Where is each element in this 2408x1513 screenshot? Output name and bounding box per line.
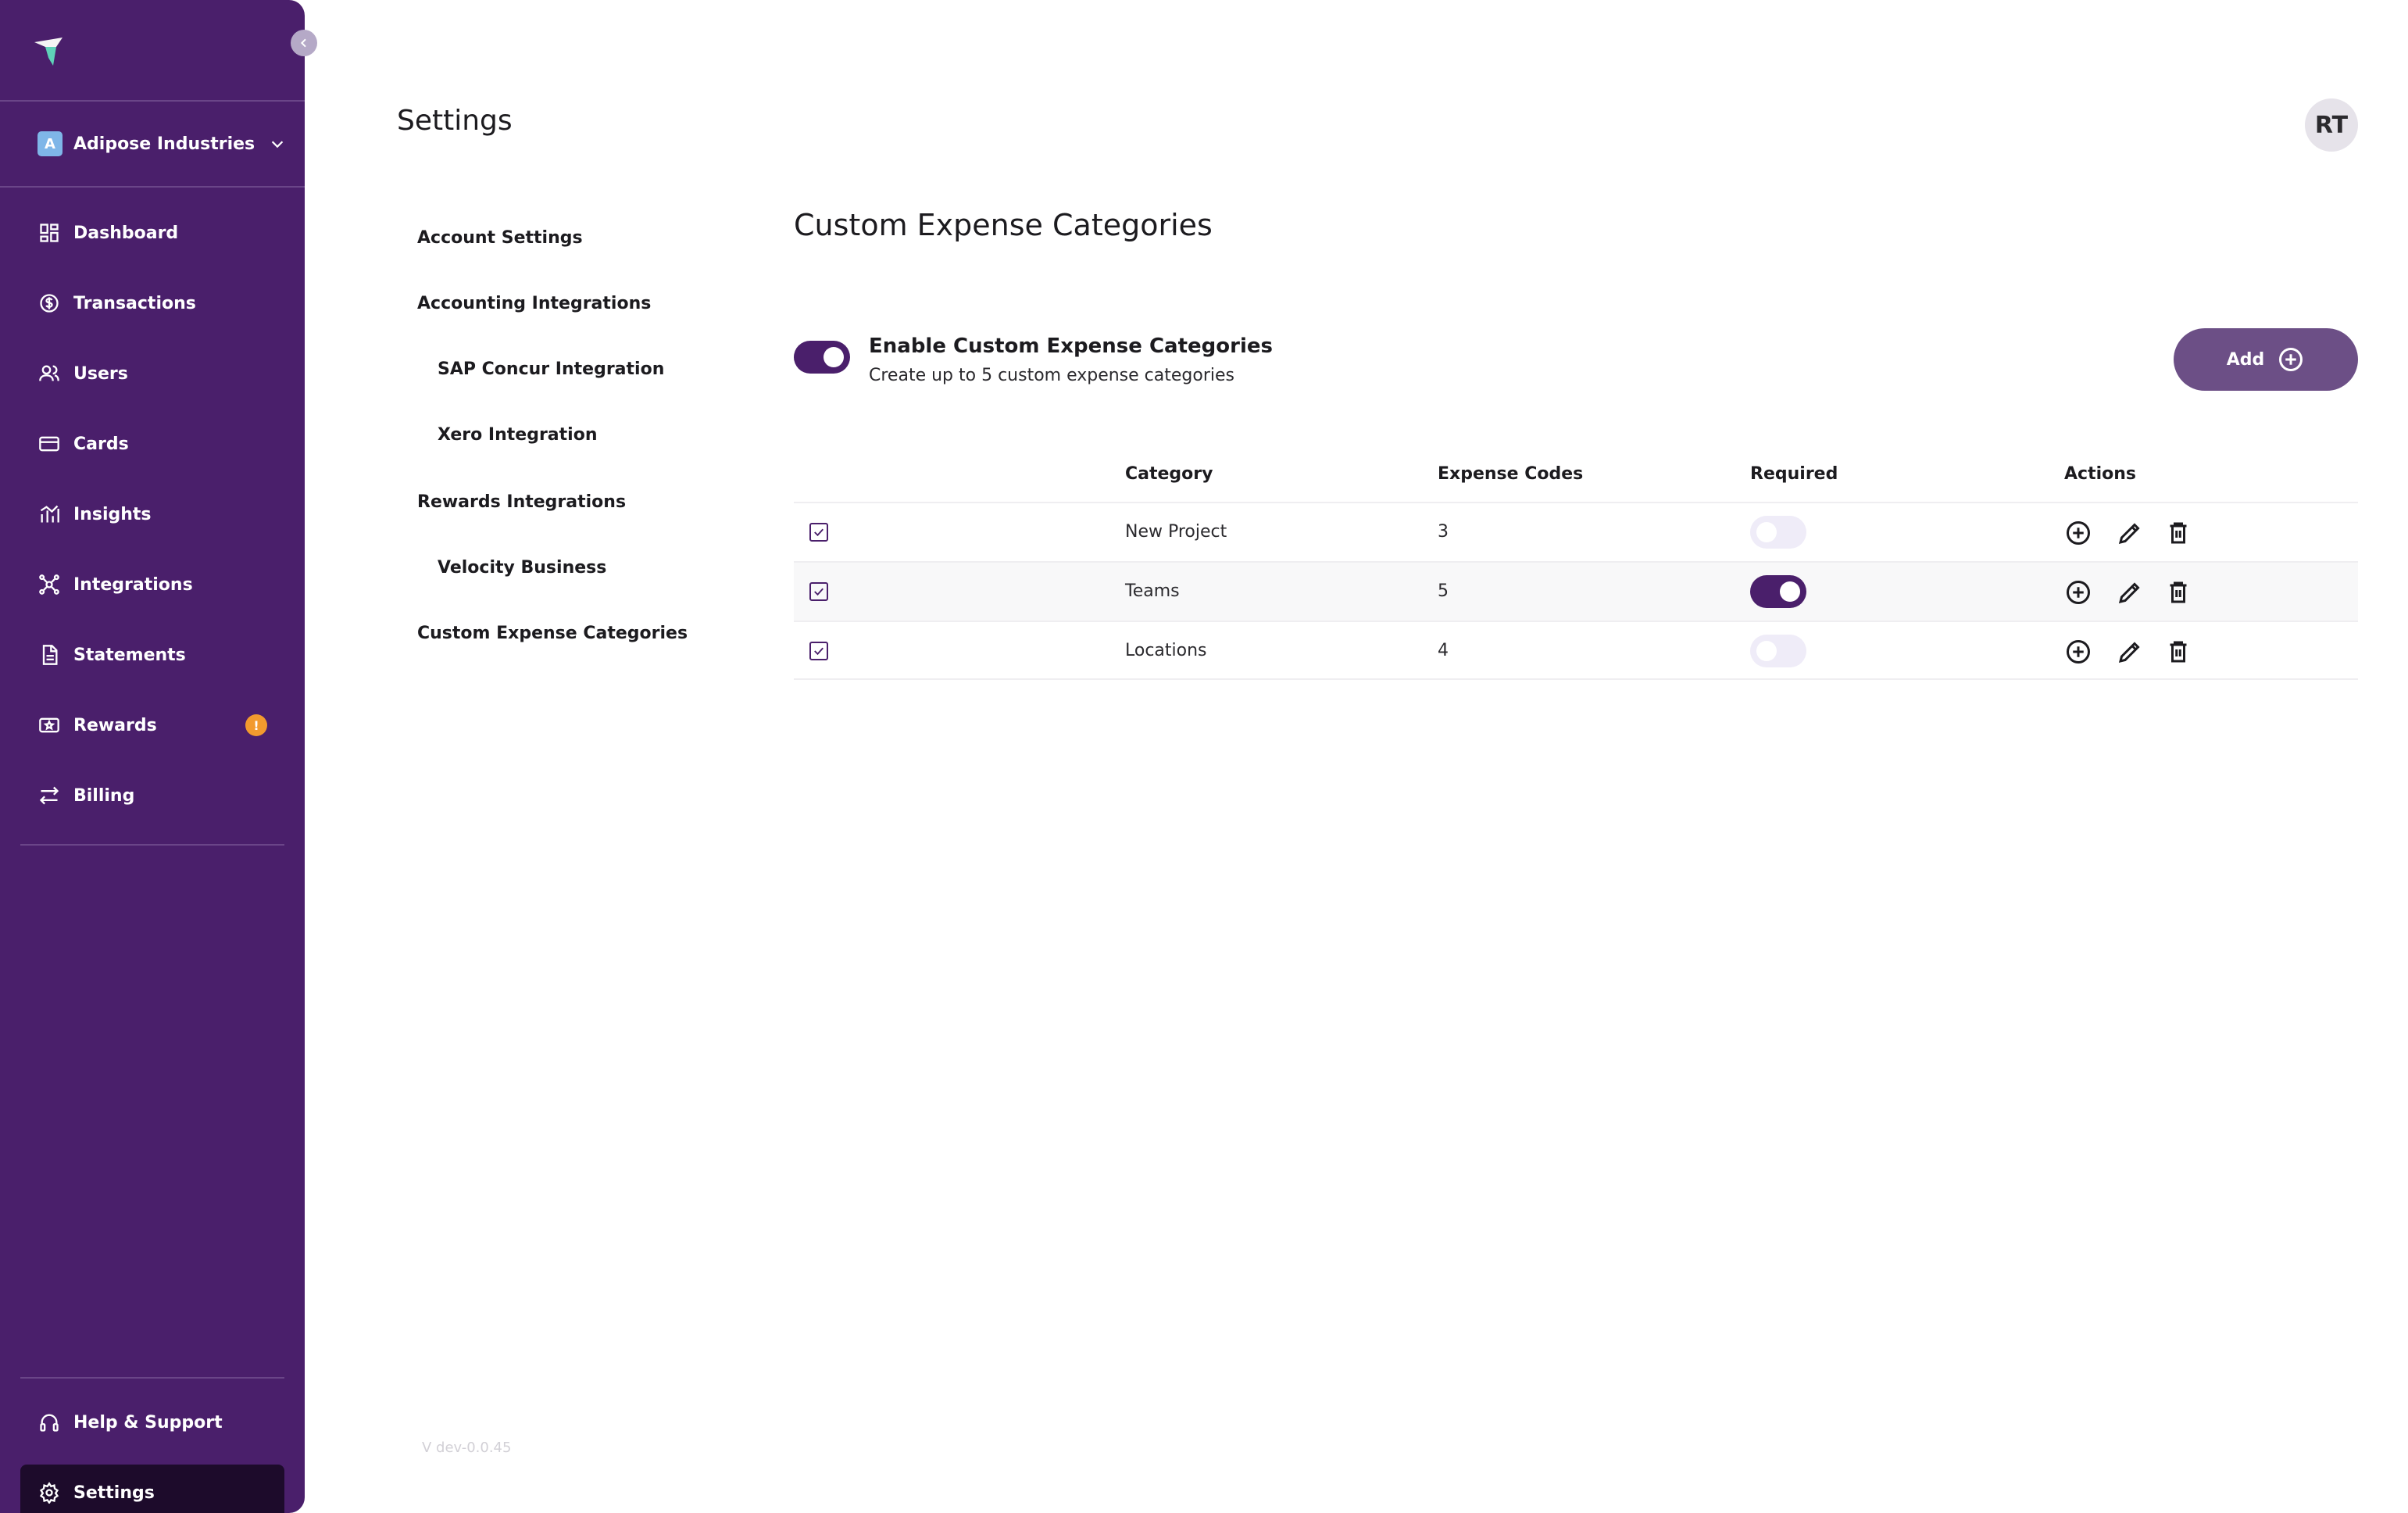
sidebar-item-label: Settings <box>73 1483 155 1503</box>
section-title: Custom Expense Categories <box>794 208 1213 242</box>
document-icon <box>38 643 61 667</box>
collapse-sidebar-button[interactable] <box>291 30 317 56</box>
table-row <box>794 502 2358 561</box>
edit-button[interactable] <box>2114 577 2145 608</box>
sidebar <box>0 0 305 1513</box>
sidebar-item-label: Integrations <box>73 574 193 595</box>
category-cell: Teams <box>1125 581 1180 601</box>
toggle-knob <box>1756 522 1777 542</box>
pencil-icon <box>2116 578 2144 606</box>
edit-button[interactable] <box>2114 636 2145 667</box>
sidebar-divider <box>20 1377 284 1379</box>
column-header-actions: Actions <box>2064 464 2136 484</box>
expense-codes-cell: 4 <box>1438 641 1449 660</box>
delete-button[interactable] <box>2163 577 2194 608</box>
settings-nav-accounting-integrations[interactable]: Accounting Integrations <box>417 294 652 313</box>
sidebar-item-help[interactable] <box>20 1394 284 1450</box>
page-title: Settings <box>397 105 513 137</box>
chevron-down-icon <box>269 135 286 152</box>
sidebar-item-billing[interactable] <box>20 767 284 824</box>
row-checkbox[interactable] <box>809 642 828 660</box>
sidebar-item-transactions[interactable] <box>20 275 284 331</box>
sidebar-item-label: Rewards <box>73 715 157 735</box>
column-header-expense-codes: Expense Codes <box>1438 464 1584 484</box>
toggle-knob <box>824 347 844 367</box>
company-switcher[interactable] <box>38 130 286 158</box>
company-badge: A <box>38 131 63 156</box>
headset-icon <box>38 1411 61 1434</box>
sidebar-item-insights[interactable] <box>20 486 284 542</box>
add-code-button[interactable] <box>2063 517 2094 549</box>
sidebar-item-label: Transactions <box>73 293 196 313</box>
trash-icon <box>2164 519 2192 547</box>
add-category-button[interactable] <box>2174 328 2358 391</box>
sidebar-divider <box>0 100 305 102</box>
table-row <box>794 561 2358 621</box>
sidebar-item-cards[interactable] <box>20 416 284 472</box>
settings-nav-sap-concur[interactable]: SAP Concur Integration <box>438 359 665 379</box>
insights-icon <box>38 503 61 526</box>
dollar-icon <box>38 292 61 315</box>
plus-circle-icon <box>2064 638 2092 666</box>
edit-button[interactable] <box>2114 517 2145 549</box>
sidebar-item-label: Cards <box>73 434 129 454</box>
transfer-icon <box>38 784 61 807</box>
settings-nav-account-settings[interactable]: Account Settings <box>417 228 583 248</box>
integrations-icon <box>38 573 61 596</box>
row-checkbox[interactable] <box>809 582 828 601</box>
settings-nav-rewards-integrations[interactable]: Rewards Integrations <box>417 492 627 512</box>
settings-nav-custom-expense-categories[interactable]: Custom Expense Categories <box>417 624 688 643</box>
logo-icon <box>33 34 66 67</box>
pencil-icon <box>2116 638 2144 666</box>
required-toggle[interactable] <box>1750 575 1806 608</box>
column-header-required: Required <box>1750 464 1838 484</box>
trash-icon <box>2164 638 2192 666</box>
pencil-icon <box>2116 519 2144 547</box>
toggle-knob <box>1756 641 1777 661</box>
sidebar-divider <box>0 186 305 188</box>
sidebar-item-label: Help & Support <box>73 1412 223 1433</box>
plus-circle-icon <box>2064 519 2092 547</box>
sidebar-item-label: Users <box>73 363 128 384</box>
enable-subtitle: Create up to 5 custom expense categories <box>869 366 1234 385</box>
enable-categories-toggle[interactable] <box>794 341 850 374</box>
company-name: Adipose Industries <box>73 134 255 154</box>
card-icon <box>38 432 61 456</box>
sidebar-item-rewards[interactable] <box>20 697 284 753</box>
sidebar-item-integrations[interactable] <box>20 556 284 613</box>
delete-button[interactable] <box>2163 636 2194 667</box>
required-toggle[interactable] <box>1750 516 1806 549</box>
rewards-alert-badge: ! <box>245 714 267 736</box>
toggle-knob <box>1780 581 1800 602</box>
sidebar-divider <box>20 844 284 846</box>
sidebar-item-label: Statements <box>73 645 186 665</box>
sidebar-item-statements[interactable] <box>20 627 284 683</box>
plus-circle-icon <box>2064 578 2092 606</box>
delete-button[interactable] <box>2163 517 2194 549</box>
dashboard-icon <box>38 221 61 245</box>
check-icon <box>812 585 826 599</box>
users-icon <box>38 362 61 385</box>
sidebar-item-label: Billing <box>73 785 135 806</box>
sidebar-item-dashboard[interactable] <box>20 205 284 261</box>
trash-icon <box>2164 578 2192 606</box>
gear-icon <box>38 1481 61 1504</box>
row-checkbox[interactable] <box>809 523 828 542</box>
settings-nav-xero[interactable]: Xero Integration <box>438 425 598 445</box>
avatar[interactable]: RT <box>2305 98 2358 152</box>
rewards-icon <box>38 714 61 737</box>
enable-title: Enable Custom Expense Categories <box>869 334 1273 358</box>
plus-circle-icon <box>2277 345 2305 374</box>
required-toggle[interactable] <box>1750 635 1806 667</box>
table-row <box>794 621 2358 680</box>
sidebar-item-users[interactable] <box>20 345 284 402</box>
expense-codes-cell: 5 <box>1438 581 1449 601</box>
column-header-category: Category <box>1125 464 1213 484</box>
settings-nav-velocity-business[interactable]: Velocity Business <box>438 558 607 578</box>
check-icon <box>812 644 826 658</box>
add-code-button[interactable] <box>2063 577 2094 608</box>
category-cell: New Project <box>1125 522 1227 542</box>
add-code-button[interactable] <box>2063 636 2094 667</box>
category-cell: Locations <box>1125 641 1207 660</box>
chevron-left-icon <box>298 37 310 49</box>
add-button-label: Add <box>2226 349 2265 370</box>
sidebar-item-label: Dashboard <box>73 223 179 243</box>
sidebar-item-settings[interactable] <box>20 1465 284 1513</box>
version-label: V dev-0.0.45 <box>422 1440 512 1456</box>
check-icon <box>812 525 826 539</box>
sidebar-item-label: Insights <box>73 504 152 524</box>
expense-codes-cell: 3 <box>1438 522 1449 542</box>
